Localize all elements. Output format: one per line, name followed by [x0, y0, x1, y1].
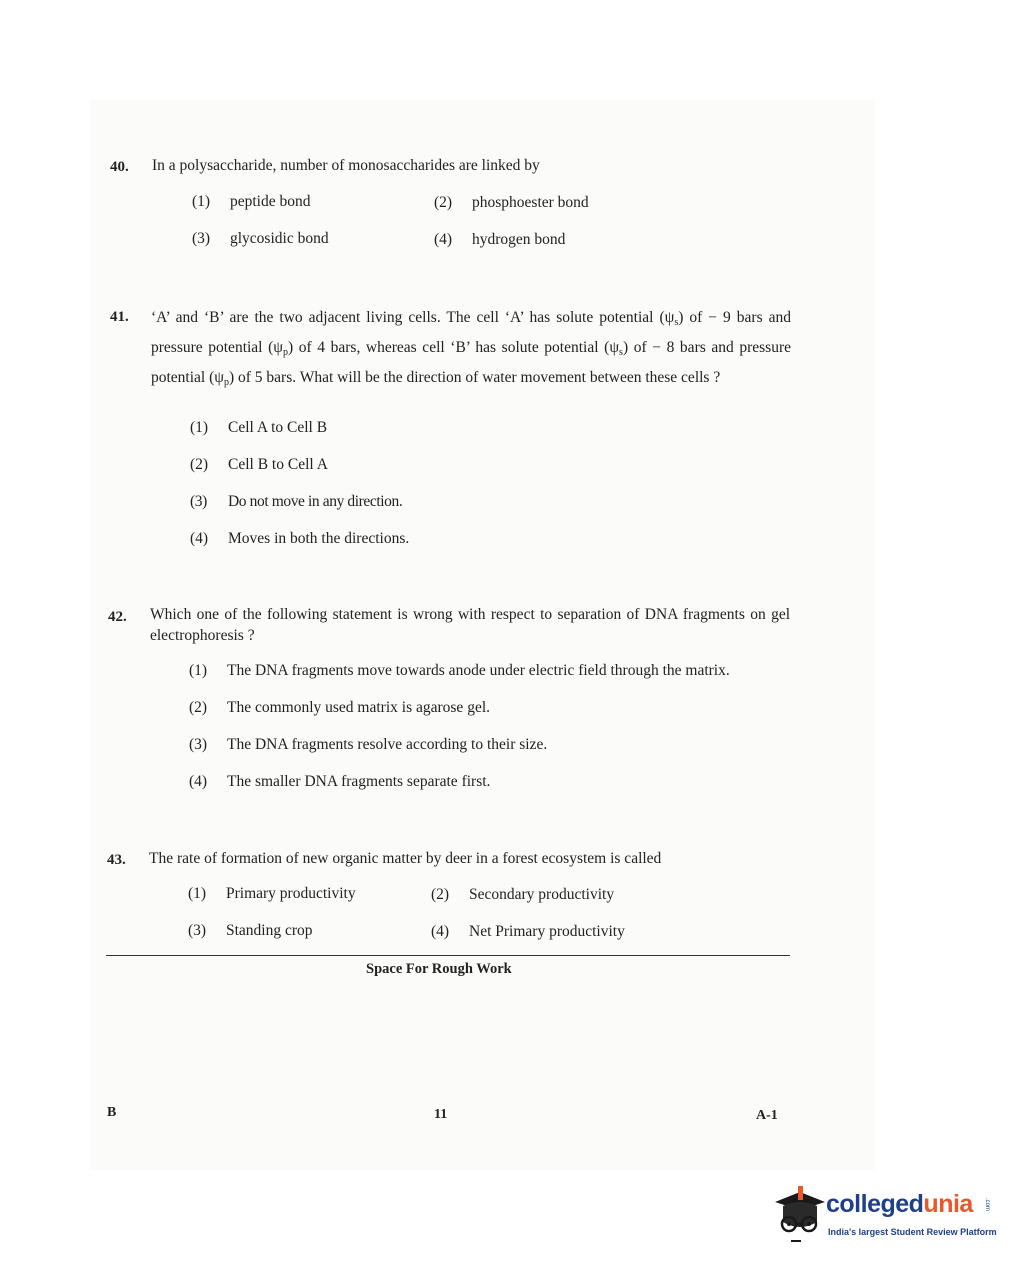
option: [188, 922, 313, 940]
option-text: Net Primary productivity: [469, 923, 625, 940]
option-number: (1): [189, 662, 208, 679]
option-text: The smaller DNA fragments separate first.: [227, 773, 491, 790]
option-text: Secondary productivity: [469, 886, 615, 903]
option: [189, 773, 490, 791]
question-number: 41.: [110, 309, 129, 325]
option-number: (2): [434, 194, 453, 211]
option-text: The commonly used matrix is agarose gel.: [227, 699, 491, 716]
option-number: (3): [189, 736, 208, 753]
option: [431, 886, 614, 904]
option-number: (2): [431, 886, 450, 903]
question-text: ‘A’ and ‘B’ are the two adjacent living cells. The cell ‘A’ has solute potential $(\psi_s)$ of − 9 bars and pressure potential $(\psi_p)$ of 4 bars, whereas cell ‘B’ has solute potential $(\psi_s)$ of − 8 bars and pressure potential $(\psi_p)$ of 5 bars. What will be the direction of water movement between these cells ?: [151, 309, 792, 388]
brand-tagline: India's largest Student Review Platform: [828, 1227, 997, 1237]
option-number: (3): [192, 230, 211, 247]
option: [434, 231, 565, 249]
question-text: In a polysaccharide, number of monosaccharides are linked by: [152, 157, 540, 174]
option-text: peptide bond: [230, 193, 311, 210]
option: [189, 736, 547, 754]
option-number: (4): [434, 231, 453, 248]
option-text: Standing crop: [226, 922, 313, 939]
option-text: Moves in both the directions.: [228, 530, 410, 547]
brand-name: collegedunia: [826, 1190, 973, 1218]
option: [190, 530, 409, 548]
question-number: 40.: [110, 159, 129, 175]
option-text: phosphoester bond: [472, 194, 589, 211]
option-number: (3): [190, 493, 207, 510]
option-text: Do not move in any direction.: [228, 493, 403, 510]
question-text: Which one of the following statement is wrong with respect to separation of DNA fragments on gel electrophoresis ?: [150, 606, 790, 644]
option-text: Cell B to Cell A: [228, 456, 328, 473]
option: [189, 662, 730, 680]
option-number: (2): [190, 456, 209, 473]
option-number: (4): [431, 923, 450, 940]
option-text: glycosidic bond: [230, 230, 329, 247]
brand-suffix: .com: [984, 1198, 990, 1212]
option-number: (1): [190, 419, 209, 436]
option-number: (4): [190, 530, 209, 547]
footer-page-number: 11: [434, 1107, 448, 1122]
option-number: (2): [189, 699, 208, 716]
footer-series: B: [107, 1105, 117, 1120]
rough-work-label: Space For Rough Work: [366, 961, 512, 977]
option-number: (1): [192, 193, 211, 210]
option: [190, 493, 402, 511]
question-number: 42.: [108, 609, 127, 625]
option-text: Cell A to Cell B: [228, 419, 328, 436]
option-number: (3): [188, 922, 207, 939]
question-text: The rate of formation of new organic matter by deer in a forest ecosystem is called: [149, 850, 662, 867]
option: [192, 230, 329, 248]
option-text: Primary productivity: [226, 885, 356, 902]
option: [192, 193, 311, 211]
option-text: hydrogen bond: [472, 231, 566, 248]
question-number: 43.: [107, 852, 126, 868]
option-number: (4): [189, 773, 208, 790]
divider-line: [106, 955, 790, 956]
option-text: The DNA fragments resolve according to their size.: [227, 736, 548, 753]
option: [190, 419, 327, 437]
option: [431, 923, 625, 941]
option: [434, 194, 589, 212]
footer-code: A-1: [756, 1108, 778, 1123]
option: [190, 456, 328, 474]
option: [188, 885, 356, 903]
option-number: (1): [188, 885, 207, 902]
option: [189, 699, 490, 717]
option-text: The DNA fragments move towards anode under electric field through the matrix.: [227, 662, 730, 679]
